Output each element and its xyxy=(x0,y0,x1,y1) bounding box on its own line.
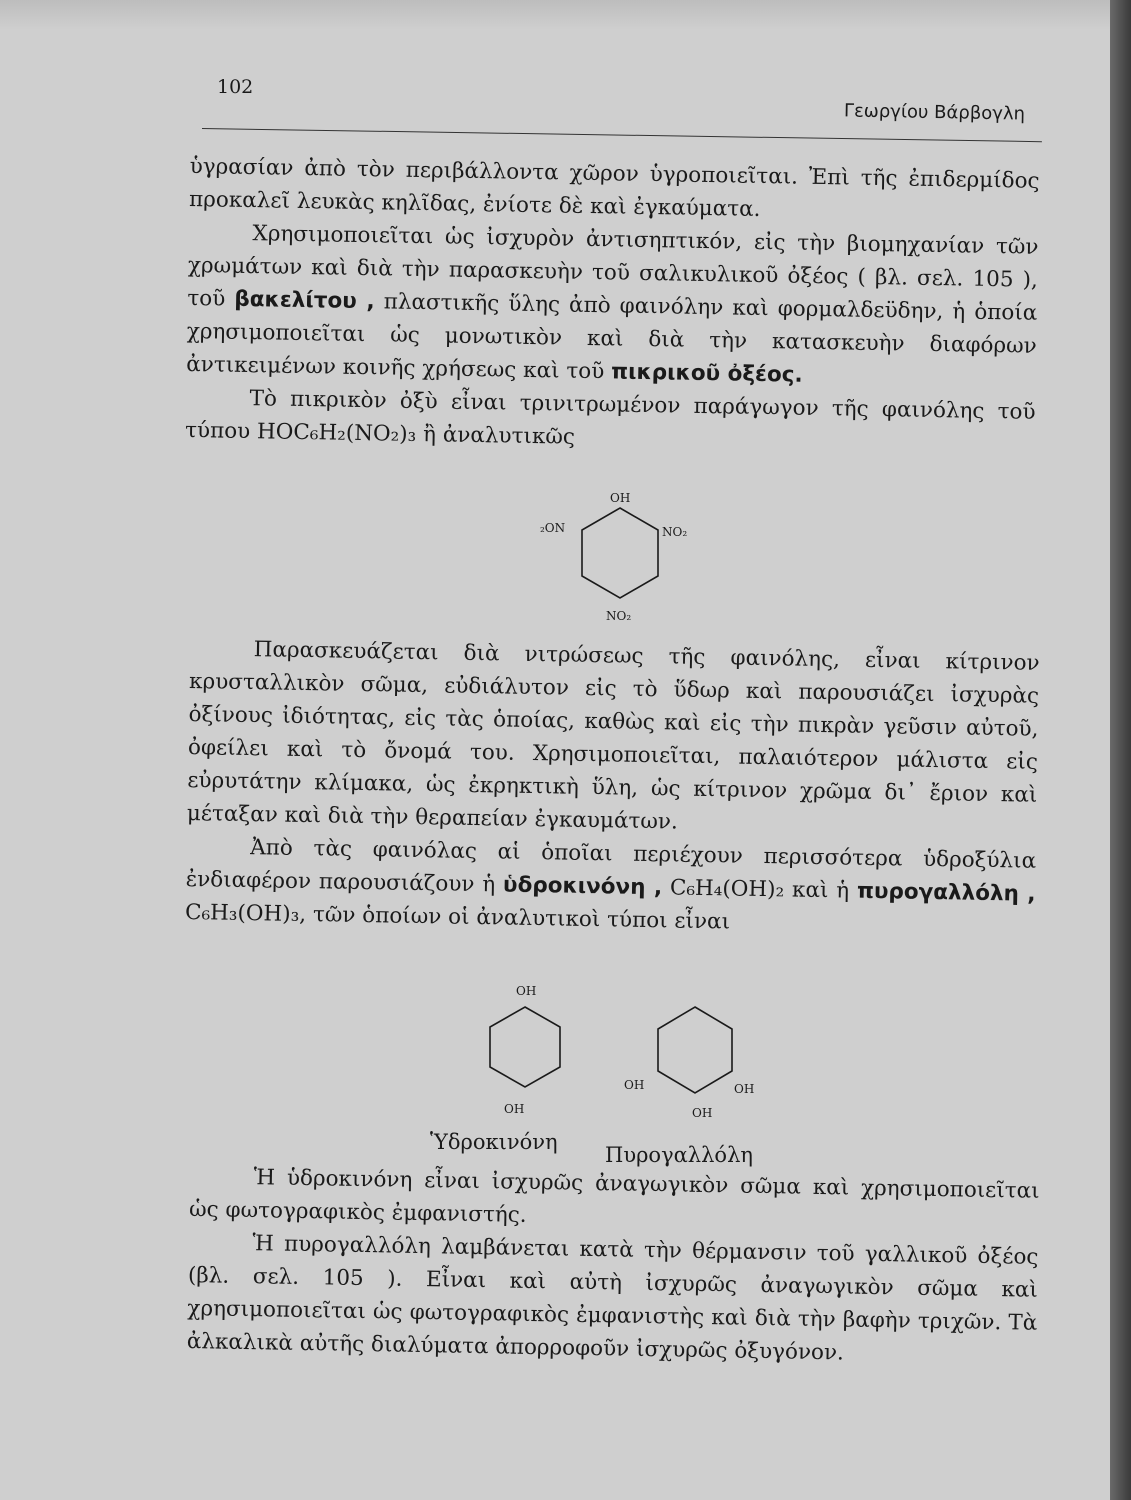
page-edge-shadow xyxy=(1110,0,1131,1500)
paragraph: ὑγρασίαν ἀπὸ τὸν περιβάλλοντα χῶρον ὑγροποιεῖται. Ἐπὶ τῆς ἐπιδερμίδος προκαλεῖ λευκὰς κηλῖδας, ἐνίοτε δὲ καὶ ἐγκαύματα. xyxy=(188,153,1040,222)
paragraph: Χρησιμοποιεῖται ὡς ἰσχυρὸν ἀντισηπτικόν, εἰς τὴν βιομηχανίαν τῶν χρωμάτων καὶ διὰ τὴν παρασκευὴν τοῦ σαλικυλικοῦ ὀξέος ( βλ. σελ. 105 ), τοῦ βακελίτου , πλαστικῆς ὕλης ἀπὸ φαινόλην καὶ φορμαλδεϋδην, ἡ ὁποία χρησιμοποιεῖται ὡς μονωτικὸν καὶ διὰ τὴν κατασκευὴν διαφόρων ἀντικειμένων κοινῆς χρήσεως καὶ τοῦ πικρικοῦ ὀξέος. xyxy=(186,221,1039,388)
bold-term-hydroquinone: ὑδροκινόνη , xyxy=(502,872,663,901)
text-block-1 xyxy=(185,150,1040,462)
oh-right-label: OH xyxy=(734,1082,755,1096)
benzene-ring xyxy=(490,1007,560,1087)
paragraph: Τὸ πικρικὸν ὀξὺ εἶναι τρινιτρωμένον παράγωγον τῆς φαινόλης τοῦ τύπου HOC₆H₂(NO₂)₃ ἢ ἀναλυτικῶς xyxy=(184,386,1036,450)
bold-term-pyrogallol: πυρογαλλόλη , xyxy=(856,878,1036,907)
bold-term-bakelite: βακελίτου , xyxy=(234,286,375,315)
paragraph: Ἡ ὑδροκινόνη εἶναι ἰσχυρῶς ἀναγωγικὸν σῶμα καὶ χρησιμοποιεῖται ὡς φωτογραφικὸς ἐμφανιστής. xyxy=(188,1165,1040,1228)
text-block-2 xyxy=(185,632,1040,944)
page-number: 102 xyxy=(217,76,254,98)
pyrogallol-structure xyxy=(610,985,780,1135)
nitro-right-label: NO₂ xyxy=(662,525,688,539)
benzene-ring xyxy=(582,508,658,598)
picric-acid-structure xyxy=(520,480,740,640)
oh-left-label: OH xyxy=(624,1078,645,1092)
nitro-left-label: ₂ON xyxy=(540,521,566,535)
caption-pyrogallol: Πυρογαλλόλη xyxy=(605,1143,753,1167)
header-rule xyxy=(202,128,1042,142)
oh-bottom-label: OH xyxy=(504,1102,525,1116)
caption-hydroquinone: Ὑδροκινόνη xyxy=(430,1130,558,1154)
text-block-3 xyxy=(187,1160,1040,1373)
hydroquinone-structure xyxy=(450,975,600,1125)
paragraph: Ἡ πυρογαλλόλη λαμβάνεται κατὰ τὴν θέρμανσιν τοῦ γαλλικοῦ ὀξέος (βλ. σελ. 105 ). Εἶναι καὶ αὐτὴ ἰσχυρῶς ἀναγωγικὸν σῶμα καὶ χρησιμοποιεῖται ὡς φωτογραφικὸς ἐμφανιστὴς καὶ διὰ τὴν βαφὴν τριχῶν. Τὰ ἀλκαλικὰ αὐτῆς διαλύματα ἀπορροφοῦν ἰσχυρῶς ὀξυγόνον. xyxy=(186,1231,1039,1366)
page-top-shadow xyxy=(0,0,1110,30)
running-head: Γεωργίου Βάρβογλη xyxy=(843,100,1026,125)
nitro-bottom-label: NO₂ xyxy=(606,609,632,623)
benzene-ring xyxy=(658,1007,732,1093)
oh-label: OH xyxy=(610,491,631,505)
oh-top-label: OH xyxy=(516,984,537,998)
oh-bottom-label: OH xyxy=(692,1106,713,1120)
paragraph: Παρασκευάζεται διὰ νιτρώσεως τῆς φαινόλης, εἶναι κίτρινον κρυσταλλικὸν σῶμα, εὐδιάλυτον εἰς τὸ ὕδωρ καὶ παρουσιάζει ἰσχυρὰς ὀξίνους ἰδιότητας, εἰς τὰς ὁποίας, καθὼς καὶ εἰς τὴν πικρὰν γεῦσιν αὐτοῦ, ὀφείλει καὶ τὸ ὄνομά του. Χρησιμοποιεῖται, παλαιότερον μάλιστα εἰς εὐρυτάτην κλίμακα, ὡς ἐκρηκτικὴ ὕλη, ὡς κίτρινον χρῶμα δι᾽ ἔριον καὶ μέταξαν καὶ διὰ τὴν θεραπείαν ἐγκαυμάτων. xyxy=(186,637,1040,835)
bold-term-picric-acid: πικρικοῦ ὀξέος. xyxy=(610,359,803,388)
paragraph: Ἀπὸ τὰς φαινόλας αἱ ὁποῖαι περιέχουν περισσότερα ὑδροξύλια ἐνδιαφέρον παρουσιάζουν ἡ ὑδροκινόνη , C₆H₄(OH)₂ καὶ ἡ πυρογαλλόλη , C₆H₃(OH)₃, τῶν ὁποίων οἱ ἀναλυτικοὶ τύποι εἶναι xyxy=(184,835,1037,935)
